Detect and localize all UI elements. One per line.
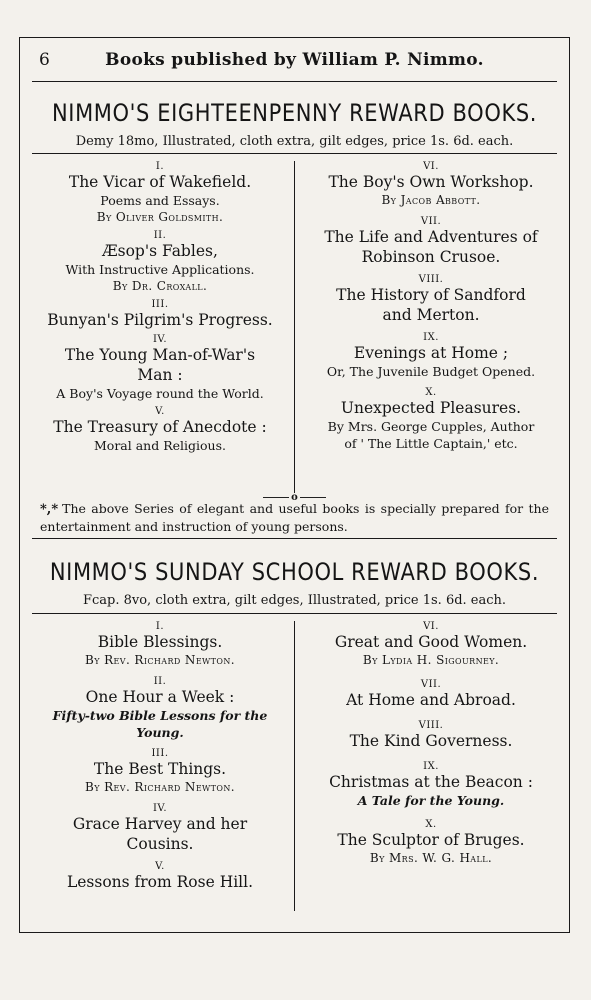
book-entry bbox=[26, 621, 294, 669]
section2-column-divider bbox=[294, 621, 295, 911]
section1-right-column bbox=[300, 159, 562, 452]
book-entry bbox=[300, 621, 562, 669]
section1-column-divider bbox=[294, 161, 295, 493]
book-entry bbox=[26, 748, 294, 796]
book-entry bbox=[300, 679, 562, 710]
section2-title: NIMMO'S SUNDAY SCHOOL REWARD BOOKS. bbox=[49, 558, 540, 586]
page-frame bbox=[19, 37, 570, 933]
entry-title: and Merton. bbox=[382, 306, 480, 324]
entry-author: By Oliver Goldsmith. bbox=[96, 210, 224, 224]
entry-title: The Life and Adventures of bbox=[324, 228, 538, 246]
entry-author: By Mrs. W. G. Hall. bbox=[369, 851, 493, 865]
section1-top-rule bbox=[32, 153, 557, 154]
entry-title: The Kind Governess. bbox=[349, 732, 513, 750]
section1-note-text: The above Series of elegant and useful books is specially prepared for the entertainment and instruction of young persons. bbox=[40, 501, 549, 534]
entry-title: Robinson Crusoe. bbox=[361, 248, 501, 266]
book-entry bbox=[300, 332, 562, 380]
entry-description: Or, The Juvenile Budget Opened. bbox=[326, 364, 536, 379]
entry-description: Poems and Essays. bbox=[100, 193, 220, 208]
entry-number: X. bbox=[425, 819, 437, 830]
entry-number: IV. bbox=[152, 334, 168, 345]
entry-author: By Rev. Richard Newton. bbox=[85, 653, 235, 667]
entry-number: I. bbox=[155, 161, 165, 172]
entry-number: VIII. bbox=[418, 274, 444, 285]
book-entry bbox=[26, 406, 294, 454]
section1-left-column bbox=[26, 159, 294, 454]
entry-title: Unexpected Pleasures. bbox=[340, 399, 522, 417]
entry-title: The Vicar of Wakefield. bbox=[68, 173, 252, 191]
book-entry bbox=[300, 274, 562, 325]
book-entry bbox=[26, 803, 294, 854]
entry-title: The Young Man-of-War's bbox=[64, 346, 256, 364]
entry-title: The History of Sandford bbox=[336, 286, 526, 304]
entry-number: VI. bbox=[423, 621, 439, 632]
entry-number: V. bbox=[155, 861, 165, 872]
asterism: *,* bbox=[40, 502, 59, 517]
book-entry bbox=[26, 230, 294, 295]
entry-title: Man : bbox=[137, 366, 183, 384]
entry-description: Moral and Religious. bbox=[94, 438, 226, 453]
section1-note bbox=[40, 500, 549, 535]
section1-subtitle: Demy 18mo, Illustrated, cloth extra, gilt edges, price 1s. 6d. each. bbox=[75, 134, 514, 149]
entry-number: VI. bbox=[423, 161, 439, 172]
section2-left-column bbox=[26, 619, 294, 892]
entry-title: At Home and Abroad. bbox=[346, 691, 516, 709]
section1-ornament: o bbox=[20, 493, 569, 503]
entry-subtitle-gothic: Fifty-two Bible Lessons for the bbox=[52, 708, 268, 723]
entry-title: The Treasury of Anecdote : bbox=[53, 418, 267, 436]
entry-author: By Rev. Richard Newton. bbox=[85, 780, 235, 794]
entry-author: By Dr. Croxall. bbox=[112, 279, 208, 293]
entry-number: VII. bbox=[420, 679, 442, 690]
entry-description: A Boy's Voyage round the World. bbox=[56, 386, 264, 401]
header-rule bbox=[32, 81, 557, 82]
book-entry bbox=[300, 161, 562, 209]
entry-subtitle-gothic: Young. bbox=[136, 725, 184, 740]
running-title: Books published by William P. Nimmo. bbox=[105, 50, 484, 70]
entry-title: Lessons from Rose Hill. bbox=[66, 873, 254, 891]
entry-title: Bunyan's Pilgrim's Progress. bbox=[47, 311, 273, 329]
book-entry bbox=[300, 819, 562, 867]
section2-right-column bbox=[300, 619, 562, 867]
entry-title: The Best Things. bbox=[93, 760, 227, 778]
book-entry bbox=[300, 216, 562, 267]
book-entry bbox=[300, 387, 562, 452]
entry-number: IX. bbox=[423, 761, 439, 772]
entry-title: Bible Blessings. bbox=[97, 633, 223, 651]
section1-title: NIMMO'S EIGHTEENPENNY REWARD BOOKS. bbox=[51, 99, 538, 127]
entry-title: Grace Harvey and her bbox=[72, 815, 248, 833]
entry-number: V. bbox=[155, 406, 165, 417]
entry-number: II. bbox=[153, 676, 167, 687]
entry-subtitle-gothic: A Tale for the Young. bbox=[357, 793, 505, 808]
entry-number: VII. bbox=[420, 216, 442, 227]
entry-title: One Hour a Week : bbox=[85, 688, 235, 706]
entry-number: II. bbox=[153, 230, 167, 241]
book-entry bbox=[26, 676, 294, 741]
entry-title: Evenings at Home ; bbox=[353, 344, 509, 362]
entry-description: of ' The Little Captain,' etc. bbox=[344, 436, 518, 451]
entry-description: With Instructive Applications. bbox=[65, 262, 255, 277]
entry-title: The Boy's Own Workshop. bbox=[328, 173, 534, 191]
entry-title: Christmas at the Beacon : bbox=[329, 773, 533, 791]
entry-number: X. bbox=[425, 387, 437, 398]
page-number: 6 bbox=[39, 50, 50, 70]
entry-title: Æsop's Fables, bbox=[102, 242, 218, 260]
entry-title: Cousins. bbox=[126, 835, 194, 853]
entry-number: IX. bbox=[423, 332, 439, 343]
entry-number: IV. bbox=[152, 803, 168, 814]
book-entry bbox=[26, 334, 294, 402]
entry-number: III. bbox=[151, 299, 169, 310]
entry-description: By Mrs. George Cupples, Author bbox=[327, 419, 535, 434]
section2-subtitle: Fcap. 8vo, cloth extra, gilt edges, Illustrated, price 1s. 6d. each. bbox=[82, 593, 507, 608]
section2-top-rule bbox=[32, 613, 557, 614]
book-entry bbox=[26, 161, 294, 226]
book-entry bbox=[26, 299, 294, 330]
section-separator-rule bbox=[32, 538, 557, 539]
entry-author: By Lydia H. Sigourney. bbox=[362, 653, 500, 667]
book-entry bbox=[300, 761, 562, 809]
entry-title: The Sculptor of Bruges. bbox=[337, 831, 525, 849]
entry-number: VIII. bbox=[418, 720, 444, 731]
running-head bbox=[20, 50, 569, 78]
entry-title: Great and Good Women. bbox=[334, 633, 528, 651]
book-entry bbox=[26, 861, 294, 892]
entry-number: III. bbox=[151, 748, 169, 759]
entry-author: By Jacob Abbott. bbox=[381, 193, 481, 207]
book-entry bbox=[300, 720, 562, 751]
entry-number: I. bbox=[155, 621, 165, 632]
